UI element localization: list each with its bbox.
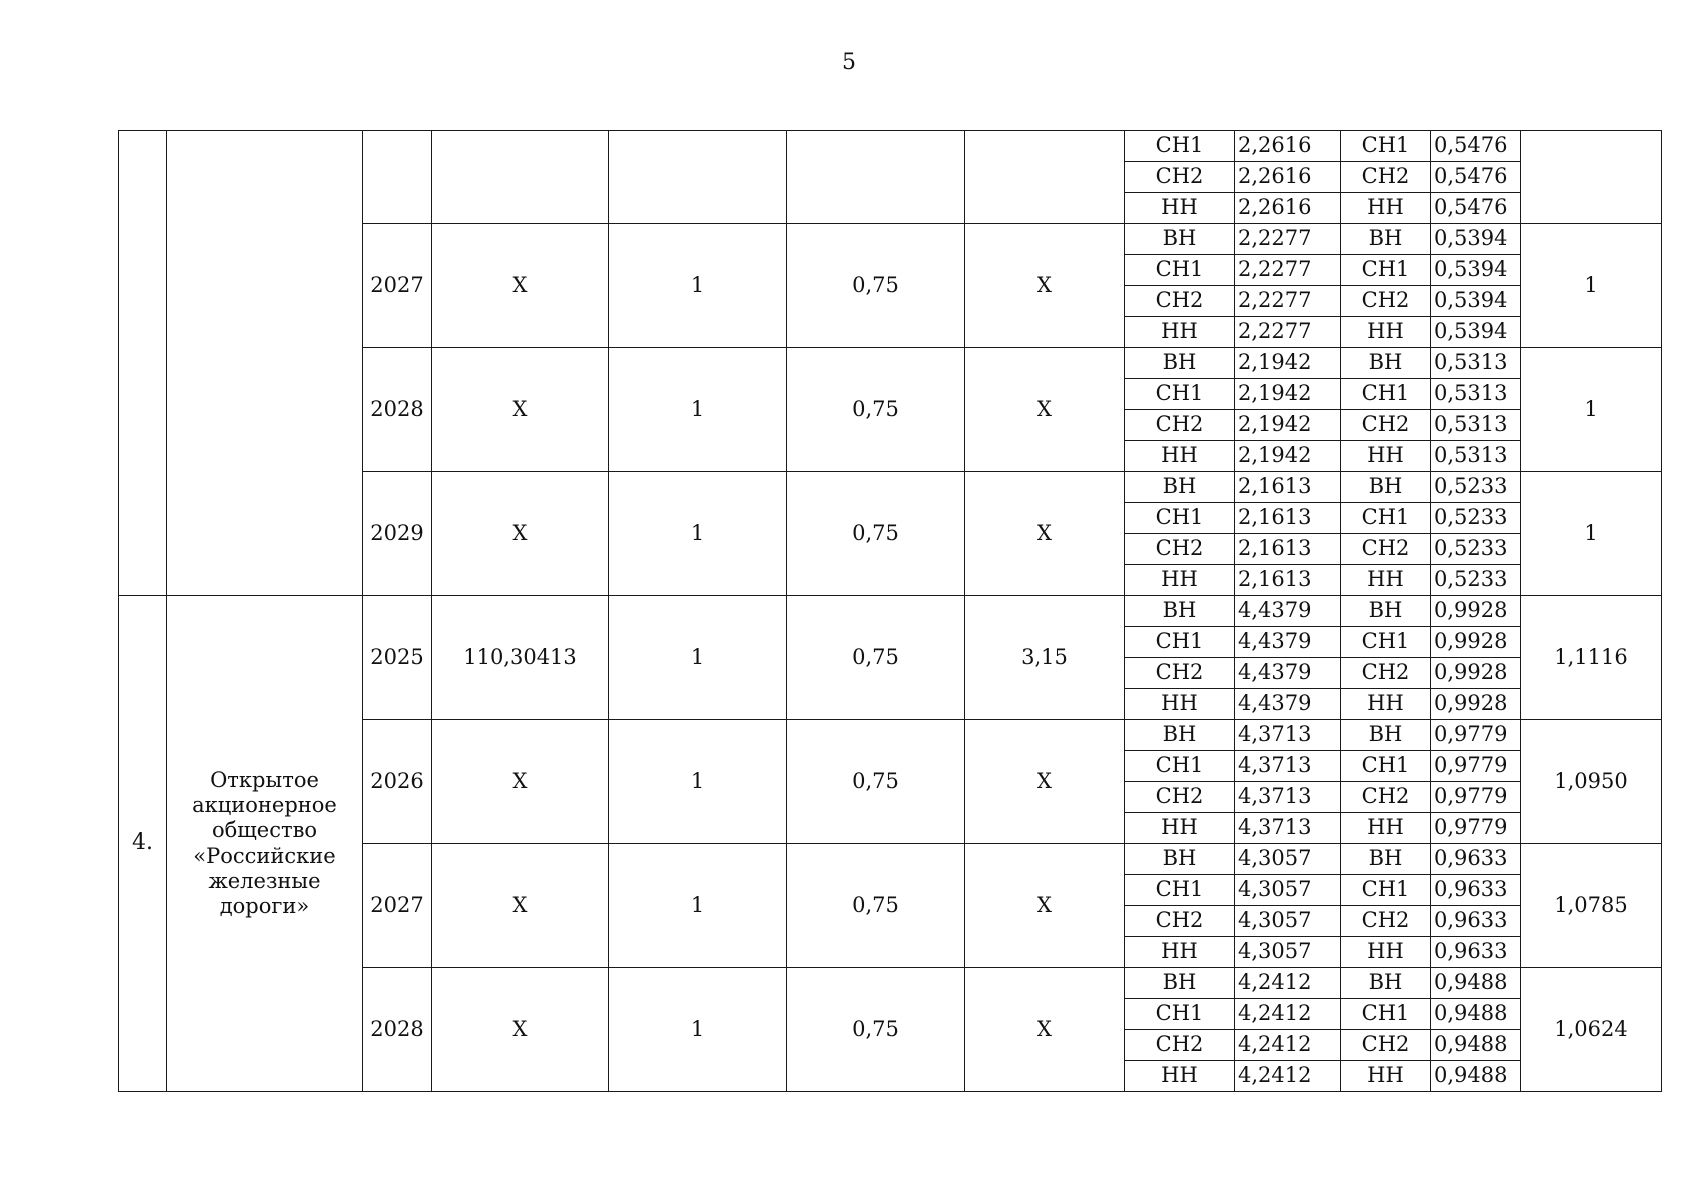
voltage-level-cell: СН2	[1125, 286, 1235, 317]
voltage-level-cell: ВН	[1125, 224, 1235, 255]
voltage-level-cell: СН2	[1125, 410, 1235, 441]
final-coefficient-cell: 1,0950	[1521, 720, 1662, 844]
voltage-level-cell: НН	[1341, 193, 1431, 224]
voltage-level-cell: СН2	[1125, 658, 1235, 689]
value-cell	[965, 131, 1125, 224]
coefficient-cell: 0,5313	[1431, 348, 1521, 379]
voltage-level-cell: СН1	[1341, 503, 1431, 534]
coefficient-cell: 0,5476	[1431, 193, 1521, 224]
coefficient-cell: 2,2616	[1235, 131, 1341, 162]
voltage-level-cell: СН2	[1341, 658, 1431, 689]
voltage-level-cell: ВН	[1125, 348, 1235, 379]
value-cell: X	[432, 844, 609, 968]
voltage-level-cell: СН1	[1341, 751, 1431, 782]
voltage-level-cell: СН2	[1341, 410, 1431, 441]
coefficient-cell: 4,3713	[1235, 813, 1341, 844]
voltage-level-cell: СН2	[1341, 1030, 1431, 1061]
voltage-level-cell: СН1	[1125, 751, 1235, 782]
coefficient-cell: 2,1942	[1235, 410, 1341, 441]
final-coefficient-cell	[1521, 131, 1662, 224]
voltage-level-cell: ВН	[1341, 968, 1431, 999]
page-number: 5	[842, 50, 856, 75]
voltage-level-cell: ВН	[1341, 472, 1431, 503]
organization-name-cell	[167, 131, 363, 596]
coefficient-cell: 4,3057	[1235, 875, 1341, 906]
coefficient-cell: 2,2277	[1235, 255, 1341, 286]
coefficient-cell: 2,1613	[1235, 565, 1341, 596]
coefficient-cell: 0,5394	[1431, 286, 1521, 317]
voltage-level-cell: СН2	[1341, 906, 1431, 937]
voltage-level-cell: СН2	[1125, 162, 1235, 193]
voltage-level-cell: СН2	[1341, 534, 1431, 565]
coefficient-cell: 4,3713	[1235, 782, 1341, 813]
value-cell: 1	[609, 844, 787, 968]
voltage-level-cell: НН	[1125, 193, 1235, 224]
value-cell: X	[432, 472, 609, 596]
voltage-level-cell: НН	[1341, 565, 1431, 596]
year-cell	[363, 131, 432, 224]
value-cell: 1	[609, 720, 787, 844]
voltage-level-cell: ВН	[1125, 472, 1235, 503]
coefficient-cell: 2,2616	[1235, 162, 1341, 193]
voltage-level-cell: НН	[1125, 689, 1235, 720]
coefficient-cell: 4,2412	[1235, 1030, 1341, 1061]
coefficient-cell: 0,9488	[1431, 968, 1521, 999]
voltage-level-cell: СН1	[1341, 379, 1431, 410]
coefficient-cell: 2,1942	[1235, 348, 1341, 379]
voltage-level-cell: ВН	[1341, 844, 1431, 875]
voltage-level-cell: СН2	[1125, 534, 1235, 565]
value-cell: X	[965, 224, 1125, 348]
voltage-level-cell: СН1	[1125, 503, 1235, 534]
voltage-level-cell: НН	[1125, 937, 1235, 968]
value-cell: 3,15	[965, 596, 1125, 720]
value-cell: 0,75	[787, 844, 965, 968]
voltage-level-cell: СН1	[1341, 999, 1431, 1030]
voltage-level-cell: ВН	[1341, 720, 1431, 751]
voltage-level-cell: СН2	[1341, 162, 1431, 193]
voltage-level-cell: СН1	[1341, 627, 1431, 658]
coefficient-cell: 2,2277	[1235, 286, 1341, 317]
coefficient-cell: 4,4379	[1235, 689, 1341, 720]
value-cell: 0,75	[787, 224, 965, 348]
coefficient-cell: 0,5233	[1431, 565, 1521, 596]
final-coefficient-cell: 1,0785	[1521, 844, 1662, 968]
coefficient-cell: 0,5313	[1431, 379, 1521, 410]
year-cell: 2027	[363, 844, 432, 968]
value-cell	[609, 131, 787, 224]
value-cell: 0,75	[787, 596, 965, 720]
voltage-level-cell: НН	[1125, 813, 1235, 844]
coefficient-cell: 4,3057	[1235, 906, 1341, 937]
voltage-level-cell: НН	[1341, 689, 1431, 720]
coefficient-cell: 4,3713	[1235, 751, 1341, 782]
voltage-level-cell: ВН	[1125, 720, 1235, 751]
value-cell: 1	[609, 968, 787, 1092]
voltage-level-cell: СН1	[1125, 627, 1235, 658]
final-coefficient-cell: 1,1116	[1521, 596, 1662, 720]
coefficient-cell: 0,5476	[1431, 131, 1521, 162]
value-cell: X	[432, 348, 609, 472]
coefficient-cell: 0,5394	[1431, 224, 1521, 255]
coefficient-cell: 2,1942	[1235, 379, 1341, 410]
voltage-level-cell: НН	[1341, 317, 1431, 348]
value-cell: X	[432, 224, 609, 348]
coefficient-cell: 0,9633	[1431, 906, 1521, 937]
voltage-level-cell: СН1	[1125, 379, 1235, 410]
table-row	[119, 596, 1662, 627]
year-cell: 2028	[363, 348, 432, 472]
voltage-level-cell: ВН	[1125, 596, 1235, 627]
table-row	[119, 131, 1662, 162]
coefficient-cell: 0,5313	[1431, 441, 1521, 472]
voltage-level-cell: СН1	[1341, 255, 1431, 286]
coefficient-cell: 4,4379	[1235, 627, 1341, 658]
coefficient-cell: 2,2277	[1235, 317, 1341, 348]
coefficient-cell: 2,1613	[1235, 503, 1341, 534]
coefficient-cell: 0,5394	[1431, 255, 1521, 286]
coefficient-cell: 2,2616	[1235, 193, 1341, 224]
voltage-level-cell: СН2	[1125, 1030, 1235, 1061]
final-coefficient-cell: 1	[1521, 224, 1662, 348]
coefficient-cell: 0,9633	[1431, 875, 1521, 906]
coefficient-cell: 0,9928	[1431, 627, 1521, 658]
organization-name-cell: Открытое акционерное общество «Российские железные дороги»	[167, 596, 363, 1092]
coefficient-cell: 0,5233	[1431, 534, 1521, 565]
value-cell: 1	[609, 348, 787, 472]
year-cell: 2025	[363, 596, 432, 720]
coefficient-cell: 0,9928	[1431, 658, 1521, 689]
voltage-level-cell: ВН	[1341, 224, 1431, 255]
coefficient-cell: 4,3057	[1235, 844, 1341, 875]
coefficient-cell: 4,3713	[1235, 720, 1341, 751]
coefficient-cell: 0,5233	[1431, 503, 1521, 534]
value-cell: 1	[609, 224, 787, 348]
row-number-cell: 4.	[119, 596, 167, 1092]
coefficient-cell: 4,2412	[1235, 1061, 1341, 1092]
coefficient-cell: 0,9928	[1431, 689, 1521, 720]
coefficient-cell: 0,9633	[1431, 844, 1521, 875]
coefficient-cell: 0,9779	[1431, 720, 1521, 751]
value-cell	[432, 131, 609, 224]
voltage-level-cell: СН2	[1125, 782, 1235, 813]
tariff-coefficients-table	[118, 130, 1662, 1092]
voltage-level-cell: СН2	[1341, 286, 1431, 317]
row-number-cell	[119, 131, 167, 596]
value-cell: X	[965, 844, 1125, 968]
value-cell: X	[432, 720, 609, 844]
coefficient-cell: 4,2412	[1235, 968, 1341, 999]
coefficient-cell: 4,4379	[1235, 658, 1341, 689]
voltage-level-cell: ВН	[1341, 348, 1431, 379]
voltage-level-cell: СН1	[1125, 131, 1235, 162]
voltage-level-cell: СН2	[1125, 906, 1235, 937]
voltage-level-cell: СН1	[1341, 131, 1431, 162]
coefficient-cell: 0,9779	[1431, 782, 1521, 813]
voltage-level-cell: НН	[1125, 441, 1235, 472]
value-cell: X	[965, 472, 1125, 596]
final-coefficient-cell: 1	[1521, 348, 1662, 472]
voltage-level-cell: НН	[1125, 1061, 1235, 1092]
voltage-level-cell: НН	[1341, 441, 1431, 472]
coefficient-cell: 0,5394	[1431, 317, 1521, 348]
coefficient-cell: 0,9488	[1431, 999, 1521, 1030]
voltage-level-cell: СН1	[1341, 875, 1431, 906]
final-coefficient-cell: 1,0624	[1521, 968, 1662, 1092]
voltage-level-cell: НН	[1125, 317, 1235, 348]
voltage-level-cell: ВН	[1125, 844, 1235, 875]
coefficient-cell: 0,9488	[1431, 1061, 1521, 1092]
voltage-level-cell: НН	[1341, 813, 1431, 844]
final-coefficient-cell: 1	[1521, 472, 1662, 596]
coefficient-cell: 2,1613	[1235, 472, 1341, 503]
value-cell	[787, 131, 965, 224]
value-cell: 1	[609, 472, 787, 596]
voltage-level-cell: СН1	[1125, 255, 1235, 286]
year-cell: 2027	[363, 224, 432, 348]
voltage-level-cell: НН	[1125, 565, 1235, 596]
voltage-level-cell: НН	[1341, 937, 1431, 968]
value-cell: 1	[609, 596, 787, 720]
year-cell: 2026	[363, 720, 432, 844]
coefficient-cell: 4,3057	[1235, 937, 1341, 968]
year-cell: 2029	[363, 472, 432, 596]
voltage-level-cell: СН1	[1125, 999, 1235, 1030]
coefficient-cell: 0,9779	[1431, 813, 1521, 844]
coefficient-cell: 0,5476	[1431, 162, 1521, 193]
value-cell: 0,75	[787, 348, 965, 472]
coefficient-cell: 0,5233	[1431, 472, 1521, 503]
value-cell: 0,75	[787, 968, 965, 1092]
value-cell: 0,75	[787, 720, 965, 844]
value-cell: 0,75	[787, 472, 965, 596]
coefficient-cell: 2,1942	[1235, 441, 1341, 472]
voltage-level-cell: ВН	[1125, 968, 1235, 999]
coefficient-cell: 0,9488	[1431, 1030, 1521, 1061]
value-cell: 110,30413	[432, 596, 609, 720]
voltage-level-cell: НН	[1341, 1061, 1431, 1092]
coefficient-cell: 4,2412	[1235, 999, 1341, 1030]
coefficient-cell: 4,4379	[1235, 596, 1341, 627]
value-cell: X	[965, 720, 1125, 844]
coefficient-cell: 0,9633	[1431, 937, 1521, 968]
value-cell: X	[432, 968, 609, 1092]
coefficient-cell: 0,5313	[1431, 410, 1521, 441]
voltage-level-cell: СН1	[1125, 875, 1235, 906]
coefficient-cell: 0,9928	[1431, 596, 1521, 627]
voltage-level-cell: СН2	[1341, 782, 1431, 813]
value-cell: X	[965, 968, 1125, 1092]
coefficient-cell: 2,2277	[1235, 224, 1341, 255]
year-cell: 2028	[363, 968, 432, 1092]
value-cell: X	[965, 348, 1125, 472]
coefficient-cell: 2,1613	[1235, 534, 1341, 565]
voltage-level-cell: ВН	[1341, 596, 1431, 627]
coefficient-cell: 0,9779	[1431, 751, 1521, 782]
